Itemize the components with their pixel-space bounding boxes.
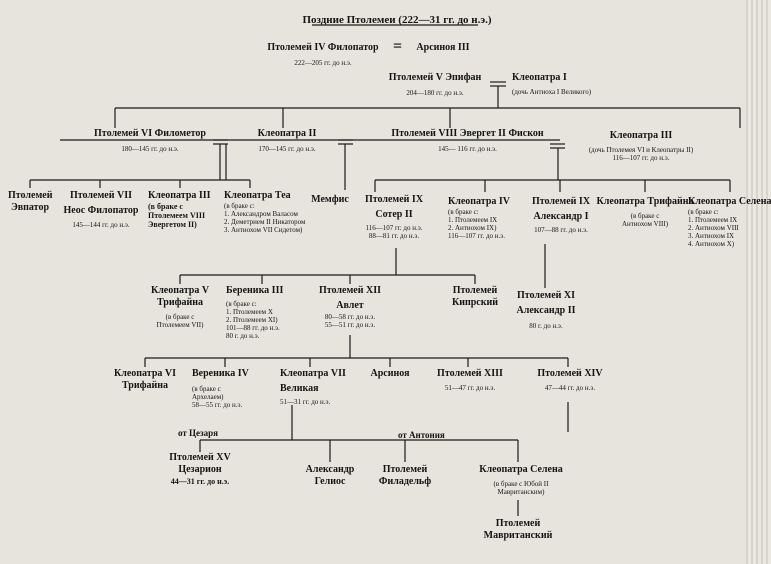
node-berenice-iii: Береника III (в браке с: 1. Птолемеем X 2. Птолемеем XI) 101—88 гг. до н.э. 80 г. до н.э.: [226, 285, 284, 340]
node-ptolemy-xv: Птолемей XV Цезарион 44—31 гг. до н.э.: [169, 452, 231, 486]
marriage-sign: =: [393, 38, 403, 55]
node-ptolemy-xii: Птолемей XII Авлет 80—58 гг. до н.э. 55—51 гг. до н.э.: [319, 285, 381, 330]
node-cleopatra-vi: Клеопатра VI Трифайна: [113, 368, 176, 391]
node-cleopatra-selene: Клеопатра Селена (в браке с: 1. Птолемеем IX 2. Антиохом VIII 3. Антиохом IX 4. Антиохом X): [688, 196, 771, 248]
label-from-antony: от Антония: [398, 430, 445, 440]
node-berenice-iv: Вереника IV (в браке с Архелаем) 58—55 гг. до н.э.: [192, 368, 249, 409]
node-ptolemy-mauretania: Птолемей Мавританский: [483, 518, 553, 541]
node-arsinoe-iii: Арсиноя III: [416, 42, 470, 53]
node-ptolemy-viii: Птолемей VIII Эвергет II Фискон 145— 116 гг. до н.э.: [391, 128, 544, 153]
node-cleopatra-iii-b: Клеопатра III (в браке с Птолемеем VIII Эвергетом II): [148, 190, 211, 229]
node-ptolemy-cyprus: Птолемей Кипрский: [451, 285, 499, 308]
node-ptolemy-eupator: Птолемей Эвпатор: [8, 190, 53, 213]
node-arsinoe: Арсиноя: [370, 368, 410, 379]
node-ptolemy-xiii: Птолемей XIII 51—47 гг. до н.э.: [437, 368, 503, 392]
node-ptolemy-v: Птолемей V Эпифан 204—180 гг. до н.э.: [388, 72, 482, 97]
node-alexander-helios: Александр Гелиос: [305, 464, 355, 487]
node-cleopatra-vii: Клеопатра VII Великая 51—31 гг. до н.э.: [280, 368, 346, 406]
node-ptolemy-ix: Птолемей IX Сотер II 116—107 гг. до н.э. 88—81 гг. до н.э.: [364, 194, 424, 241]
node-cleopatra-selene-ii: Клеопатра Селена (в браке с Юбой II Мавританским): [479, 464, 563, 496]
node-cleopatra-iii: Клеопатра III (дочь Птолемея VI и Клеопатры II) 116—107 гг. до н.э.: [588, 130, 694, 162]
node-cleopatra-iv: Клеопатра IV (в браке с: 1. Птолемеем IX 2. Антиохом IX) 116—107 гг. до н.э.: [448, 196, 511, 240]
node-ptolemy-vii: Птолемей VII Неос Филопатор 145—144 гг. до н.э.: [63, 190, 139, 229]
node-cleopatra-thea: Клеопатра Теа (в браке с: 1. Александром Валасом 2. Деметрием II Никатором 3. Антиохом VII Сидетом): [224, 190, 306, 234]
node-cleopatra-v: Клеопатра V Трифайна (в браке с Птолемеем VII): [150, 285, 210, 330]
node-memphis: Мемфис: [311, 194, 349, 205]
label-from-caesar: от Цезаря: [178, 428, 219, 438]
node-ptolemy-x: Птолемей IX Александр I 107—88 гг. до н.э.: [531, 196, 591, 234]
node-cleopatra-tryphaena: Клеопатра Трифайна (в браке с Антиохом VIII): [596, 196, 694, 228]
page-edge-texture: [746, 0, 771, 564]
node-ptolemy-iv: Птолемей IV Филопатор 222—205 гг. до н.э.: [267, 42, 379, 67]
node-cleopatra-i: Клеопатра I (дочь Антиоха I Великого): [512, 72, 592, 96]
node-ptolemy-xiv: Птолемей XIV 47—44 гг. до н.э.: [537, 368, 603, 392]
node-cleopatra-ii: Клеопатра II 170—145 гг. до н.э.: [257, 128, 317, 153]
node-ptolemy-xi: Птолемей XI Александр II 80 г. до н.э.: [516, 290, 576, 330]
chart-title: Поздние Птолемеи (222—31 гг. до н.э.): [302, 14, 492, 26]
node-ptolemy-philadelphus: Птолемей Филадельф: [378, 464, 432, 487]
node-ptolemy-vi: Птолемей VI Филометор 180—145 гг. до н.э.: [94, 128, 206, 153]
